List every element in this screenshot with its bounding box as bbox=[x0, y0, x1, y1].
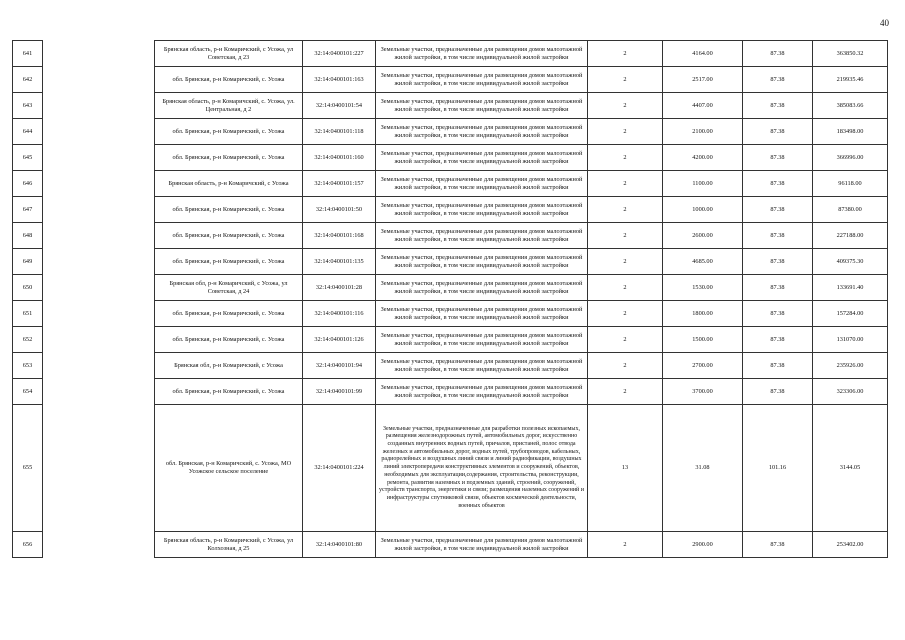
cadastral-value-cell: 253402.00 bbox=[813, 532, 888, 558]
rate-cell: 87.38 bbox=[743, 171, 813, 197]
table-row bbox=[13, 379, 888, 405]
address-cell: обл. Брянская, р-н Комаричский, с. Усожа bbox=[155, 301, 303, 327]
row-number: 649 bbox=[13, 249, 43, 275]
cadastral-value-cell: 235926.00 bbox=[813, 353, 888, 379]
row-number: 646 bbox=[13, 171, 43, 197]
spacer-cell bbox=[43, 41, 155, 67]
table-row bbox=[13, 249, 888, 275]
table-row bbox=[13, 275, 888, 301]
row-number: 642 bbox=[13, 67, 43, 93]
spacer-cell bbox=[43, 532, 155, 558]
row-number: 644 bbox=[13, 119, 43, 145]
spacer-cell bbox=[43, 275, 155, 301]
cadastral-value-cell: 87380.00 bbox=[813, 197, 888, 223]
area-cell: 31.08 bbox=[663, 405, 743, 532]
row-number: 645 bbox=[13, 145, 43, 171]
area-cell: 4685.00 bbox=[663, 249, 743, 275]
group-cell: 2 bbox=[588, 532, 663, 558]
group-cell: 2 bbox=[588, 379, 663, 405]
land-use-cell: Земельные участки, предназначенные для разработки полезных ископаемых, размещения железнодорожных путей, автомобильных дорог, искусственно созданных внутренних водных путей, причалов, пристаней, полос отвода железных и автомобильных дорог, водных путей, трубопроводов, кабельных, радиорелейных и воздушных линий связи и линий радиофикации, воздушных линий электропередачи конструктивных элементов и сооружений, объектов, необходимых для эксплуатации,содержания, строительства, реконструкции, ремонта, развития наземных и подземных зданий, строений, сооружений, устройств транспорта, энергетики и связи; размещения наземных сооружений и инфраструктуры спутниковой связи, объектов космической деятельности, военных объектов bbox=[376, 405, 588, 532]
cadastral-number-cell: 32:14:0400101:80 bbox=[303, 532, 376, 558]
table-row bbox=[13, 327, 888, 353]
cadastral-value-cell: 409375.30 bbox=[813, 249, 888, 275]
table-row bbox=[13, 223, 888, 249]
cadastral-value-cell: 366996.00 bbox=[813, 145, 888, 171]
area-cell: 2600.00 bbox=[663, 223, 743, 249]
row-number: 643 bbox=[13, 93, 43, 119]
table-row bbox=[13, 41, 888, 67]
cadastral-number-cell: 32:14:0400101:126 bbox=[303, 327, 376, 353]
spacer-cell bbox=[43, 249, 155, 275]
address-cell: Брянская область, р-н Комаричский, с Усожа, ул Колхозная, д 25 bbox=[155, 532, 303, 558]
cadastral-value-cell: 227188.00 bbox=[813, 223, 888, 249]
rate-cell: 87.38 bbox=[743, 119, 813, 145]
group-cell: 2 bbox=[588, 93, 663, 119]
row-number: 641 bbox=[13, 41, 43, 67]
rate-cell: 87.38 bbox=[743, 223, 813, 249]
area-cell: 3700.00 bbox=[663, 379, 743, 405]
group-cell: 2 bbox=[588, 301, 663, 327]
group-cell: 2 bbox=[588, 171, 663, 197]
area-cell: 4164.00 bbox=[663, 41, 743, 67]
area-cell: 4200.00 bbox=[663, 145, 743, 171]
spacer-cell bbox=[43, 223, 155, 249]
group-cell: 2 bbox=[588, 223, 663, 249]
area-cell: 2700.00 bbox=[663, 353, 743, 379]
cadastral-number-cell: 32:14:0400101:118 bbox=[303, 119, 376, 145]
address-cell: обл. Брянская, р-н Комаричский, с. Усожа bbox=[155, 197, 303, 223]
group-cell: 2 bbox=[588, 249, 663, 275]
group-cell: 2 bbox=[588, 327, 663, 353]
row-number: 656 bbox=[13, 532, 43, 558]
cadastral-value-cell: 183498.00 bbox=[813, 119, 888, 145]
address-cell: обл. Брянская, р-н Комаричский, с. Усожа bbox=[155, 145, 303, 171]
row-number: 655 bbox=[13, 405, 43, 532]
table-row bbox=[13, 93, 888, 119]
cadastral-value-cell: 157284.00 bbox=[813, 301, 888, 327]
area-cell: 1530.00 bbox=[663, 275, 743, 301]
spacer-cell bbox=[43, 119, 155, 145]
row-number: 647 bbox=[13, 197, 43, 223]
address-cell: Брянская область, р-н Комаричский, с Усожа bbox=[155, 171, 303, 197]
land-use-cell: Земельные участки, предназначенные для размещения домов малоэтажной жилой застройки, в том числе индивидуальной жилой застройки bbox=[376, 67, 588, 93]
address-cell: обл. Брянская, р-н Комаричский, с. Усожа bbox=[155, 249, 303, 275]
cadastral-value-cell: 363850.32 bbox=[813, 41, 888, 67]
table-row bbox=[13, 197, 888, 223]
rate-cell: 87.38 bbox=[743, 379, 813, 405]
land-use-cell: Земельные участки, предназначенные для размещения домов малоэтажной жилой застройки, в том числе индивидуальной жилой застройки bbox=[376, 197, 588, 223]
row-number: 651 bbox=[13, 301, 43, 327]
group-cell: 2 bbox=[588, 119, 663, 145]
row-number: 652 bbox=[13, 327, 43, 353]
land-use-cell: Земельные участки, предназначенные для размещения домов малоэтажной жилой застройки, в том числе индивидуальной жилой застройки bbox=[376, 171, 588, 197]
group-cell: 2 bbox=[588, 41, 663, 67]
rate-cell: 87.38 bbox=[743, 275, 813, 301]
cadastral-value-cell: 3144.05 bbox=[813, 405, 888, 532]
cadastral-number-cell: 32:14:0400101:94 bbox=[303, 353, 376, 379]
address-cell: Брянская область, р-н Комаричский, с Усожа, ул Советская, д 23 bbox=[155, 41, 303, 67]
spacer-cell bbox=[43, 197, 155, 223]
group-cell: 2 bbox=[588, 145, 663, 171]
address-cell: Брянская область, р-н Комаричский, с. Усожа, ул. Центральная, д 2 bbox=[155, 93, 303, 119]
row-number: 648 bbox=[13, 223, 43, 249]
rate-cell: 87.38 bbox=[743, 532, 813, 558]
cadastral-value-cell: 133691.40 bbox=[813, 275, 888, 301]
cadastral-number-cell: 32:14:0400101:157 bbox=[303, 171, 376, 197]
land-use-cell: Земельные участки, предназначенные для размещения домов малоэтажной жилой застройки, в том числе индивидуальной жилой застройки bbox=[376, 353, 588, 379]
cadastral-number-cell: 32:14:0400101:116 bbox=[303, 301, 376, 327]
address-cell: обл. Брянская, р-н Комаричский, с. Усожа bbox=[155, 379, 303, 405]
address-cell: обл. Брянская, р-н Комаричский, с. Усожа bbox=[155, 223, 303, 249]
address-cell: обл. Брянская, р-н Комаричский, с. Усожа bbox=[155, 119, 303, 145]
cadastral-number-cell: 32:14:0400101:168 bbox=[303, 223, 376, 249]
rate-cell: 87.38 bbox=[743, 301, 813, 327]
land-use-cell: Земельные участки, предназначенные для размещения домов малоэтажной жилой застройки, в том числе индивидуальной жилой застройки bbox=[376, 275, 588, 301]
group-cell: 2 bbox=[588, 67, 663, 93]
table-row bbox=[13, 67, 888, 93]
address-cell: Брянская обл, р-н Комаричский, с Усожа bbox=[155, 353, 303, 379]
cadastral-value-cell: 385083.66 bbox=[813, 93, 888, 119]
land-use-cell: Земельные участки, предназначенные для размещения домов малоэтажной жилой застройки, в том числе индивидуальной жилой застройки bbox=[376, 327, 588, 353]
rate-cell: 87.38 bbox=[743, 93, 813, 119]
area-cell: 4407.00 bbox=[663, 93, 743, 119]
group-cell: 2 bbox=[588, 197, 663, 223]
address-cell: Брянская обл, р-н Комаричский, с Усожа, ул Советская, д 24 bbox=[155, 275, 303, 301]
table-row bbox=[13, 145, 888, 171]
rate-cell: 87.38 bbox=[743, 197, 813, 223]
table-row bbox=[13, 405, 888, 532]
cadastral-number-cell: 32:14:0400101:224 bbox=[303, 405, 376, 532]
cadastral-number-cell: 32:14:0400101:50 bbox=[303, 197, 376, 223]
address-cell: обл. Брянская, р-н Комаричский, с. Усожа bbox=[155, 67, 303, 93]
land-use-cell: Земельные участки, предназначенные для размещения домов малоэтажной жилой застройки, в том числе индивидуальной жилой застройки bbox=[376, 379, 588, 405]
cadastral-number-cell: 32:14:0400101:160 bbox=[303, 145, 376, 171]
area-cell: 1000.00 bbox=[663, 197, 743, 223]
land-register-table bbox=[12, 40, 888, 558]
spacer-cell bbox=[43, 353, 155, 379]
land-use-cell: Земельные участки, предназначенные для размещения домов малоэтажной жилой застройки, в том числе индивидуальной жилой застройки bbox=[376, 145, 588, 171]
address-cell: обл. Брянская, р-н Комаричский, с. Усожа bbox=[155, 327, 303, 353]
row-number: 653 bbox=[13, 353, 43, 379]
rate-cell: 87.38 bbox=[743, 41, 813, 67]
row-number: 654 bbox=[13, 379, 43, 405]
cadastral-value-cell: 219935.46 bbox=[813, 67, 888, 93]
area-cell: 2900.00 bbox=[663, 532, 743, 558]
spacer-cell bbox=[43, 93, 155, 119]
land-use-cell: Земельные участки, предназначенные для размещения домов малоэтажной жилой застройки, в том числе индивидуальной жилой застройки bbox=[376, 223, 588, 249]
group-cell: 13 bbox=[588, 405, 663, 532]
table-row bbox=[13, 301, 888, 327]
table-row bbox=[13, 532, 888, 558]
area-cell: 1500.00 bbox=[663, 327, 743, 353]
cadastral-value-cell: 323306.00 bbox=[813, 379, 888, 405]
land-use-cell: Земельные участки, предназначенные для размещения домов малоэтажной жилой застройки, в том числе индивидуальной жилой застройки bbox=[376, 93, 588, 119]
cadastral-number-cell: 32:14:0400101:163 bbox=[303, 67, 376, 93]
area-cell: 1100.00 bbox=[663, 171, 743, 197]
land-use-cell: Земельные участки, предназначенные для размещения домов малоэтажной жилой застройки, в том числе индивидуальной жилой застройки bbox=[376, 119, 588, 145]
address-cell: обл. Брянская, р-н Комаричский, с. Усожа, МО Усожское сельское поселение bbox=[155, 405, 303, 532]
rate-cell: 87.38 bbox=[743, 249, 813, 275]
table-row bbox=[13, 353, 888, 379]
land-use-cell: Земельные участки, предназначенные для размещения домов малоэтажной жилой застройки, в том числе индивидуальной жилой застройки bbox=[376, 532, 588, 558]
table-row bbox=[13, 171, 888, 197]
land-use-cell: Земельные участки, предназначенные для размещения домов малоэтажной жилой застройки, в том числе индивидуальной жилой застройки bbox=[376, 249, 588, 275]
area-cell: 2517.00 bbox=[663, 67, 743, 93]
area-cell: 2100.00 bbox=[663, 119, 743, 145]
cadastral-number-cell: 32:14:0400101:135 bbox=[303, 249, 376, 275]
page-number: 40 bbox=[880, 18, 889, 28]
group-cell: 2 bbox=[588, 275, 663, 301]
group-cell: 2 bbox=[588, 353, 663, 379]
spacer-cell bbox=[43, 301, 155, 327]
cadastral-number-cell: 32:14:0400101:227 bbox=[303, 41, 376, 67]
cadastral-number-cell: 32:14:0400101:54 bbox=[303, 93, 376, 119]
rate-cell: 87.38 bbox=[743, 145, 813, 171]
land-use-cell: Земельные участки, предназначенные для размещения домов малоэтажной жилой застройки, в том числе индивидуальной жилой застройки bbox=[376, 301, 588, 327]
area-cell: 1800.00 bbox=[663, 301, 743, 327]
land-use-cell: Земельные участки, предназначенные для размещения домов малоэтажной жилой застройки, в том числе индивидуальной жилой застройки bbox=[376, 41, 588, 67]
table-row bbox=[13, 119, 888, 145]
cadastral-value-cell: 96118.00 bbox=[813, 171, 888, 197]
row-number: 650 bbox=[13, 275, 43, 301]
rate-cell: 87.38 bbox=[743, 353, 813, 379]
cadastral-value-cell: 131070.00 bbox=[813, 327, 888, 353]
spacer-cell bbox=[43, 379, 155, 405]
rate-cell: 87.38 bbox=[743, 67, 813, 93]
spacer-cell bbox=[43, 145, 155, 171]
spacer-cell bbox=[43, 405, 155, 532]
cadastral-number-cell: 32:14:0400101:28 bbox=[303, 275, 376, 301]
spacer-cell bbox=[43, 327, 155, 353]
spacer-cell bbox=[43, 171, 155, 197]
rate-cell: 87.38 bbox=[743, 327, 813, 353]
spacer-cell bbox=[43, 67, 155, 93]
rate-cell: 101.16 bbox=[743, 405, 813, 532]
cadastral-number-cell: 32:14:0400101:99 bbox=[303, 379, 376, 405]
